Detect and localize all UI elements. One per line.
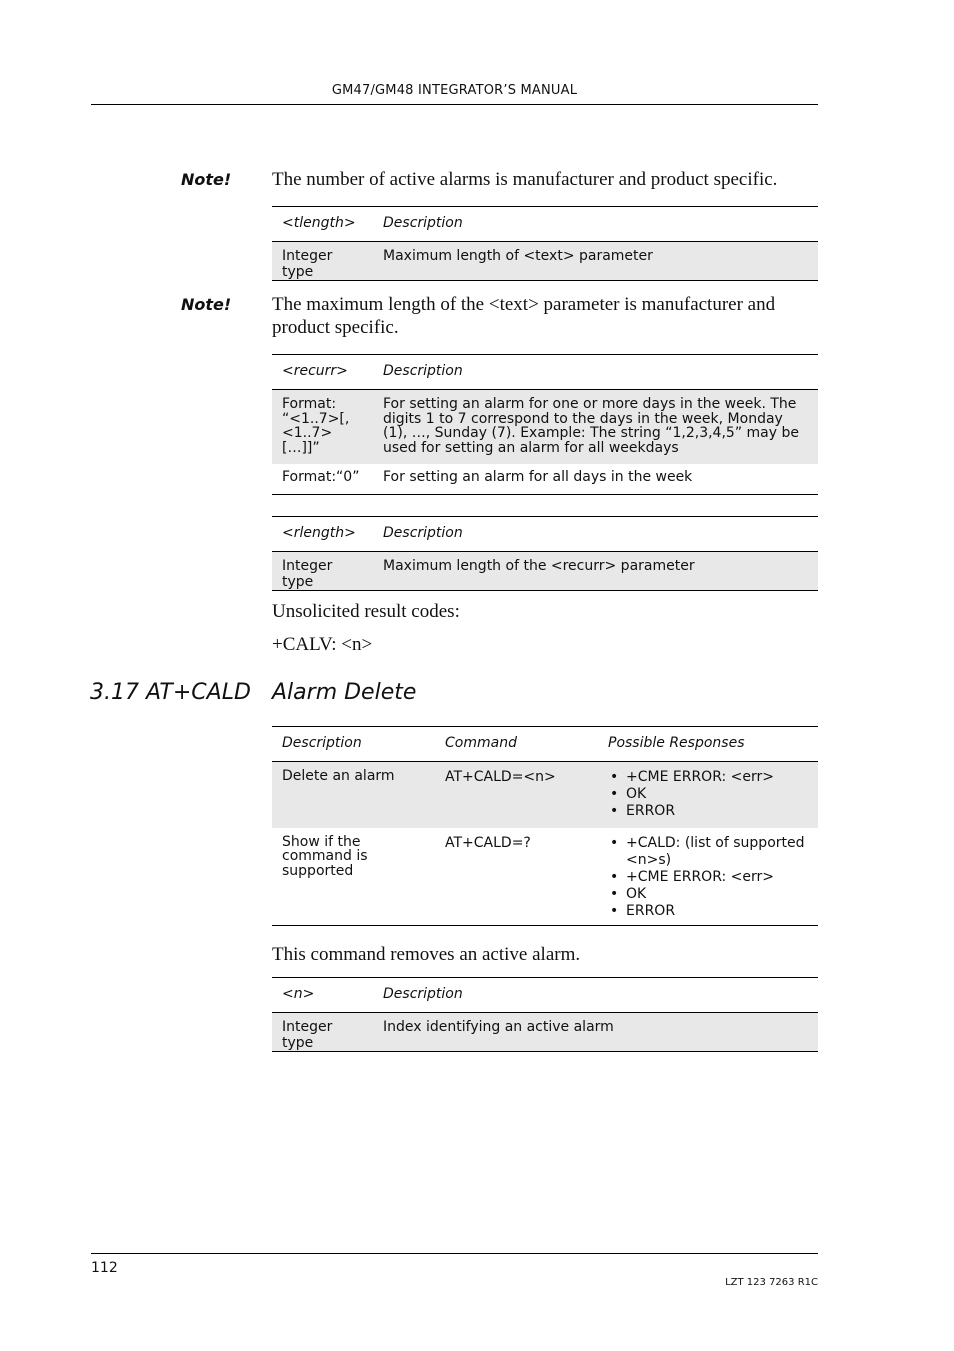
recurr-table xyxy=(272,354,818,495)
unsolicited-label: Unsolicited result codes: xyxy=(272,601,460,622)
page-number: 112 xyxy=(91,1260,118,1276)
n-parameter-table xyxy=(272,977,818,1052)
table-cell: Maximum length of the <recurr> parameter xyxy=(373,552,818,591)
table-row xyxy=(272,1013,818,1052)
list-item: • ERROR xyxy=(608,803,810,820)
table-cell: Delete an alarm xyxy=(272,762,435,828)
command-summary: This command removes an active alarm. xyxy=(272,944,581,965)
table-cell: Format: “<1..7>[,<1..7>[…]]” xyxy=(272,390,373,464)
table-header-row xyxy=(272,517,818,552)
responses-list xyxy=(608,835,810,920)
table-header-row xyxy=(272,355,818,390)
list-item: • +CME ERROR: <err> xyxy=(608,869,810,886)
table-cell: Format:“0” xyxy=(272,464,373,495)
responses-cell xyxy=(598,762,818,828)
table-header-cell: Description xyxy=(373,517,818,552)
table-header-cell: <tlength> xyxy=(272,207,373,242)
table-cell: Integer type xyxy=(272,1013,373,1052)
table-cell: Show if the command is supported xyxy=(272,828,435,926)
table-row xyxy=(272,242,818,281)
list-item: • +CME ERROR: <err> xyxy=(608,769,810,786)
table-cell: AT+CALD=? xyxy=(435,828,598,926)
table-cell: For setting an alarm for all days in the week xyxy=(373,464,818,495)
table-cell: Index identifying an active alarm xyxy=(373,1013,818,1052)
table-row xyxy=(272,464,818,495)
section-number: 3.17 AT+CALD xyxy=(90,680,251,705)
table-cell: For setting an alarm for one or more days in the week. The digits 1 to 7 correspond to the days in the week, Monday (1), …, Sunday (7). Example: The string “1,2,3,4,5” may be used for setting an alarm for all weekdays xyxy=(373,390,818,464)
list-item: • OK xyxy=(608,886,810,903)
table-header-cell: Command xyxy=(435,727,598,762)
table-header-row xyxy=(272,207,818,242)
rlength-table xyxy=(272,516,818,591)
page-header xyxy=(91,80,818,105)
unsolicited-code: +CALV: <n> xyxy=(272,634,373,655)
list-item: • +CALD: (list of supported <n>s) xyxy=(608,835,810,869)
table-header-cell: Description xyxy=(373,207,818,242)
table-header-row xyxy=(272,978,818,1013)
footer-divider xyxy=(91,1253,818,1254)
table-header-cell: <n> xyxy=(272,978,373,1013)
note-label: Note! xyxy=(181,295,232,314)
manual-title: GM47/GM48 INTEGRATOR’S MANUAL xyxy=(331,83,578,98)
responses-list xyxy=(608,769,810,820)
table-header-row xyxy=(272,727,818,762)
table-header-cell: Description xyxy=(373,355,818,390)
table-row xyxy=(272,762,818,828)
note-text: The maximum length of the <text> parameter is manufacturer and product specific. xyxy=(272,294,776,338)
note-text: The number of active alarms is manufacturer and product specific. xyxy=(272,169,778,190)
table-header-cell: Description xyxy=(272,727,435,762)
table-header-cell: Description xyxy=(373,978,818,1013)
table-row xyxy=(272,552,818,591)
list-item: • ERROR xyxy=(608,903,810,920)
note-label: Note! xyxy=(181,170,232,189)
table-row xyxy=(272,390,818,464)
table-cell: Maximum length of <text> parameter xyxy=(373,242,818,281)
table-header-cell: Possible Responses xyxy=(598,727,818,762)
table-cell: Integer type xyxy=(272,242,373,281)
table-cell: Integer type xyxy=(272,552,373,591)
command-table xyxy=(272,726,818,926)
responses-cell xyxy=(598,828,818,926)
table-row xyxy=(272,828,818,926)
table-header-cell: <recurr> xyxy=(272,355,373,390)
document-code: LZT 123 7263 R1C xyxy=(725,1277,818,1288)
list-item: • OK xyxy=(608,786,810,803)
table-cell: AT+CALD=<n> xyxy=(435,762,598,828)
section-title: Alarm Delete xyxy=(272,680,417,705)
table-header-cell: <rlength> xyxy=(272,517,373,552)
tlength-table xyxy=(272,206,818,281)
